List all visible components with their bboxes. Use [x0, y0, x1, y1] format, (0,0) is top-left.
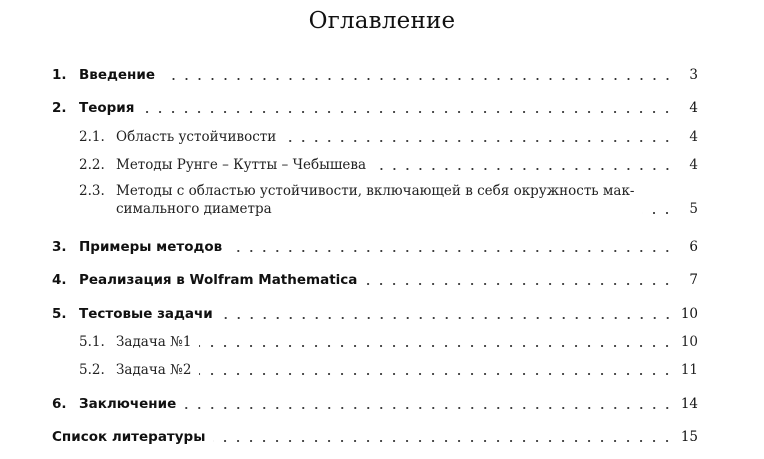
- toc-entry-bibliography[interactable]: [52, 428, 698, 446]
- toc-entry-page: 4: [689, 100, 698, 116]
- toc-entry-test-problems[interactable]: [52, 305, 698, 323]
- toc-entry-problem-1[interactable]: [52, 333, 698, 351]
- toc-leader-dots: [184, 407, 674, 409]
- toc-leader-dots: [642, 212, 674, 214]
- toc-entry-number: 5.: [52, 306, 67, 322]
- toc-entry-page: 4: [689, 129, 698, 145]
- toc-leader-dots: [365, 283, 674, 285]
- toc-entry-page: 11: [680, 362, 698, 378]
- page-title: Оглавление: [308, 8, 456, 34]
- toc-entry-rkc-methods[interactable]: [52, 156, 698, 174]
- toc-entry-number: 2.2.: [79, 157, 105, 173]
- toc-leader-dots: [284, 140, 674, 142]
- toc-leader-dots: [230, 250, 674, 252]
- toc-entry-number: 2.1.: [79, 129, 105, 145]
- toc-entry-theory[interactable]: [52, 99, 698, 117]
- toc-entry-label: Теория: [79, 100, 135, 116]
- toc-entry-label: Реализация в Wolfram Mathematica: [79, 272, 358, 288]
- toc-entry-stability-region[interactable]: [52, 128, 698, 146]
- toc-entry-problem-2[interactable]: [52, 361, 698, 379]
- toc-entry-page: 3: [689, 67, 698, 83]
- toc-entry-page: 7: [689, 272, 698, 288]
- toc-entry-label: Задача №2: [116, 362, 192, 378]
- toc-entry-number: 2.3.: [79, 183, 105, 199]
- toc-entry-label: Тестовые задачи: [79, 306, 213, 322]
- toc-entry-number: 5.1.: [79, 334, 105, 350]
- toc-entry-number: 1.: [52, 67, 67, 83]
- toc-entry-number: 4.: [52, 272, 67, 288]
- toc-leader-dots: [199, 345, 674, 347]
- toc-entry-label: Задача №1: [116, 334, 192, 350]
- toc-entry-label: Область устойчивости: [116, 129, 277, 145]
- toc-leader-dots: [374, 168, 674, 170]
- toc-entry-label: Методы Рунге – Кутты – Чебышева: [116, 157, 367, 173]
- toc-leader-dots: [142, 111, 674, 113]
- toc-entry-method-examples[interactable]: [52, 238, 698, 256]
- toc-entry-page: 15: [680, 429, 698, 445]
- toc-entry-label: Введение: [79, 67, 155, 83]
- toc-entry-max-diameter-methods[interactable]: [52, 182, 698, 218]
- toc-entry-label: Методы с областью устойчивости, включающей в себя окружность мак-: [116, 183, 635, 199]
- toc-leader-dots: [199, 373, 674, 375]
- toc-leader-dots: [221, 317, 674, 319]
- toc-entry-page: 4: [689, 157, 698, 173]
- toc-entry-label: Список литературы: [52, 429, 206, 445]
- toc-leader-dots: [213, 440, 674, 442]
- toc-entry-number: 2.: [52, 100, 67, 116]
- toc-leader-dots: [163, 78, 674, 80]
- toc-entry-number: 3.: [52, 239, 67, 255]
- toc-entry-page: 6: [689, 239, 698, 255]
- toc-entry-page: 10: [680, 334, 698, 350]
- toc-entry-page: 14: [680, 396, 698, 412]
- toc-entry-page: 10: [680, 306, 698, 322]
- toc-entry-label: Заключение: [79, 396, 177, 412]
- toc-entry-page: 5: [689, 201, 698, 217]
- toc-entry-label: Примеры методов: [79, 239, 223, 255]
- toc-entry-label-continued: симального диаметра: [116, 201, 272, 217]
- toc-entry-conclusion[interactable]: [52, 395, 698, 413]
- toc-entry-introduction[interactable]: [52, 66, 698, 84]
- toc-entry-mathematica[interactable]: [52, 271, 698, 289]
- toc-entry-number: 6.: [52, 396, 67, 412]
- toc-entry-number: 5.2.: [79, 362, 105, 378]
